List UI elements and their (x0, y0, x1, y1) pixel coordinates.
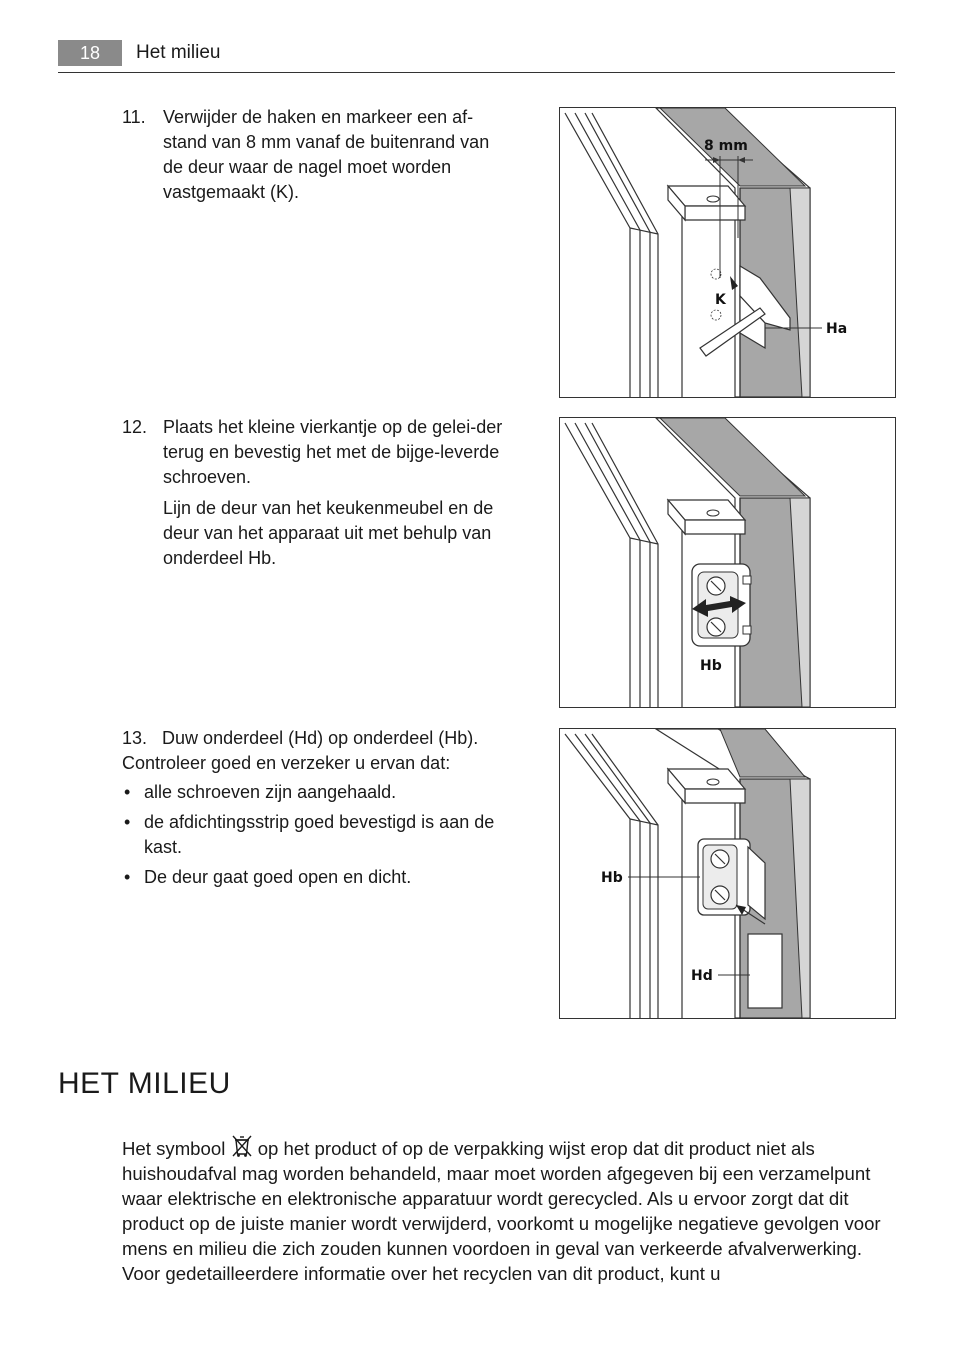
text-before-icon: Het symbool (122, 1138, 226, 1159)
label-ha: Ha (826, 321, 848, 337)
step-number: 13. (122, 728, 148, 748)
label-hb: Hb (700, 658, 722, 674)
cover-fitting-illustration (560, 729, 895, 1018)
check-list (122, 780, 512, 890)
page-number: 18 (58, 40, 122, 66)
dimension-label: 8 mm (704, 138, 748, 154)
step-text: Plaats het kleine vierkantje op de gelei-der terug en bevestig het met de bijge-leverde schroeven. (163, 417, 503, 487)
step-number: 11. (122, 107, 146, 127)
step-intro-second: Controleer goed en verzeker u ervan dat: (122, 753, 451, 773)
step-body (163, 415, 512, 571)
list-item: • alle schroeven zijn aangehaald. (122, 780, 512, 805)
step-11 (122, 105, 512, 211)
step-intro (122, 726, 512, 751)
step-text: Verwijder de haken en markeer een af-stand van 8 mm vanaf de buitenrand van de deur waar de nagel moet worden vastgemaakt (K). (163, 107, 490, 202)
crossed-out-wheelie-bin-icon (231, 1134, 253, 1158)
list-item: • De deur gaat goed open en dicht. (122, 865, 512, 890)
label-hb: Hb (601, 870, 623, 886)
hinge-alignment-illustration (560, 418, 895, 707)
hinge-marking-illustration (560, 108, 895, 397)
label-k: K (715, 292, 726, 308)
running-title: Het milieu (136, 42, 221, 63)
step-12 (122, 415, 512, 577)
step-body (163, 105, 512, 205)
list-item: • de afdichtingsstrip goed bevestigd is aan de kast. (122, 810, 512, 860)
figure-step-13 (559, 728, 896, 1019)
step-text: Lijn de deur van het keukenmeubel en de deur van het apparaat uit met behulp van onderdeel Hb. (163, 498, 494, 568)
section-title: HET MILIEU (58, 1067, 231, 1100)
text-after-icon: op het product of op de verpakking wijst erop dat dit product niet als huishoudafval mag worden behandeld, maar moet worden afgegeven bij een verzamelpunt waar elektrische en elektronische apparatuur wordt gerecycled. Als u ervoor zorgt dat dit product op de juiste manier wordt verwijderd, voorkomt u mogelijke negatieve gevolgen voor mens en milieu die zich zouden kunnen voordoen in geval van verkeerde afvalverwerking. Voor gedetailleerdere informatie over het recyclen van dit product, kunt u (122, 1138, 881, 1284)
step-13 (122, 726, 512, 895)
page-header (58, 40, 895, 73)
figure-step-11 (559, 107, 896, 398)
environment-paragraph (122, 1134, 898, 1286)
step-number: 12. (122, 417, 148, 437)
figure-step-12 (559, 417, 896, 708)
step-intro-first: Duw onderdeel (Hd) op onderdeel (Hb). (162, 728, 479, 748)
label-hd: Hd (691, 968, 713, 984)
